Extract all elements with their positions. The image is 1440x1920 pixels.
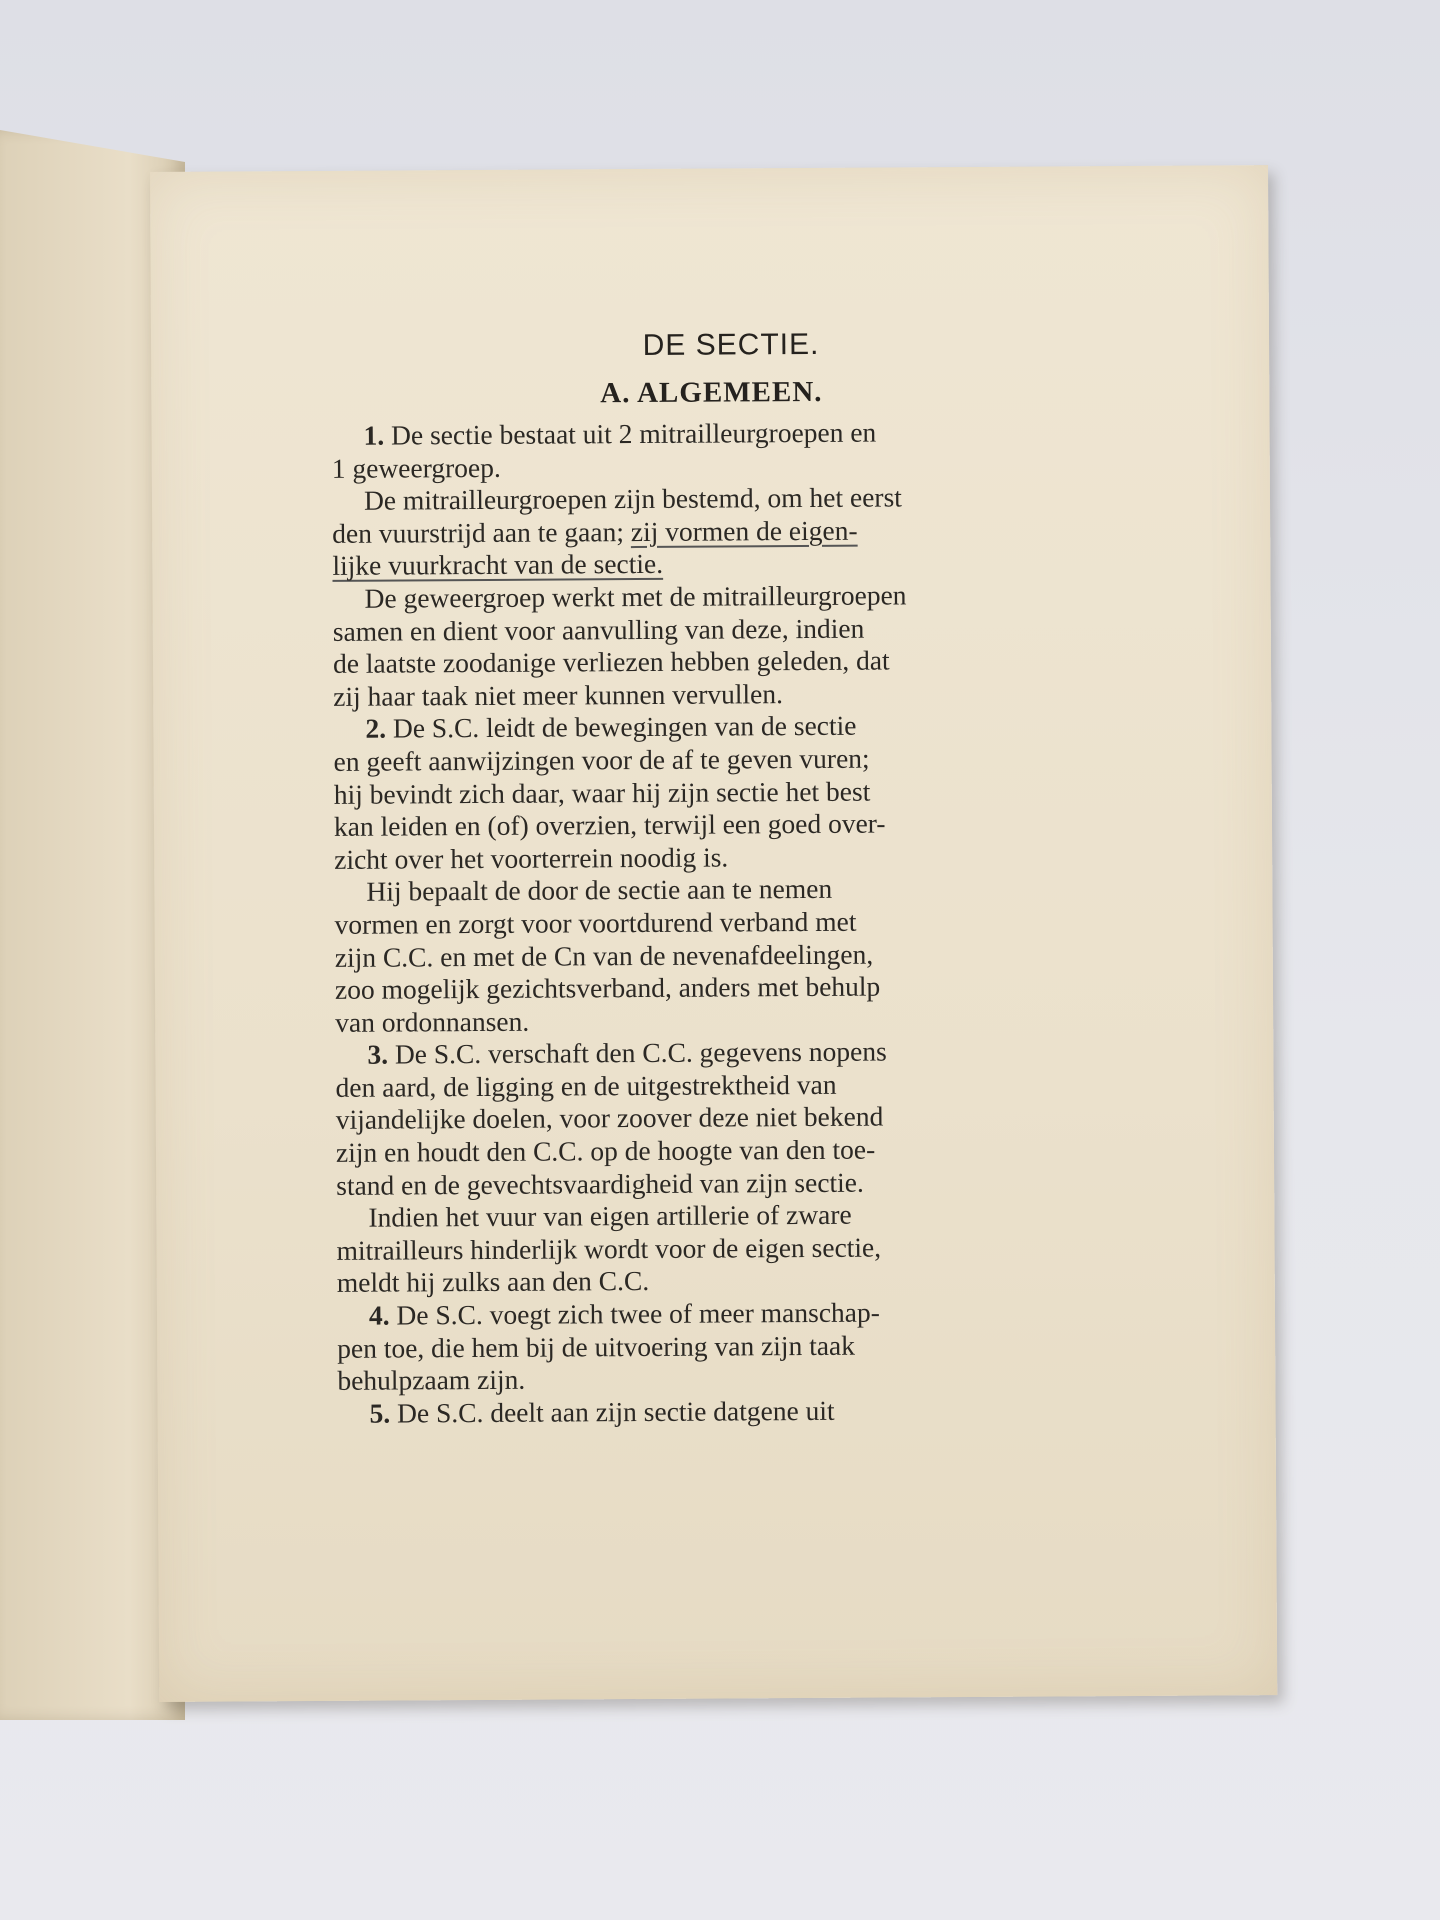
text-line	[337, 1295, 1097, 1332]
line-text: zijn en houdt den C.C. op de hoogte van den toe-	[335, 1133, 876, 1168]
line-text: Indien het vuur van eigen artillerie of zware	[368, 1198, 852, 1233]
text-line	[334, 872, 1094, 909]
line-text: vormen en zorgt voor voortdurend verband met	[334, 905, 857, 940]
text-line	[334, 806, 1094, 843]
line-text: mitrailleurs hinderlijk wordt voor de eigen sectie,	[336, 1231, 882, 1266]
line-text: stand en de gevechtsvaardigheid van zijn sectie.	[336, 1166, 864, 1201]
underlined-text: lijke vuurkracht van de sectie.	[332, 548, 664, 582]
text-line	[335, 1035, 1095, 1072]
text-line	[335, 937, 1095, 974]
text-line	[332, 513, 1092, 550]
text-line	[337, 1393, 1097, 1430]
text-line	[336, 1132, 1096, 1169]
text-line	[333, 676, 1093, 713]
line-text: De S.C. deelt aan zijn sectie datgene uit	[396, 1394, 835, 1429]
page-title: DE SECTIE.	[642, 327, 820, 362]
text-line	[332, 546, 1092, 583]
text-line	[335, 1067, 1095, 1104]
text-line	[336, 1100, 1096, 1137]
line-text: samen en dient voor aanvulling van deze, indien	[332, 612, 865, 647]
line-text: De S.C. verschaft den C.C. gegevens nopens	[394, 1035, 887, 1070]
line-text: vijandelijke doelen, voor zoover deze niet bekend	[335, 1101, 884, 1136]
line-text: zijn C.C. en met de Cn van de nevenafdeelingen,	[334, 938, 874, 973]
text-line	[335, 969, 1095, 1006]
line-text: De S.C. voegt zich twee of meer manschap-	[396, 1296, 880, 1331]
line-text: pen toe, die hem bij de uitvoering van zijn taak	[337, 1329, 856, 1364]
line-text: De S.C. leidt de bewegingen van de sectie	[392, 710, 857, 744]
text-line	[336, 1165, 1096, 1202]
line-text: zicht over het voorterrein noodig is.	[334, 841, 729, 875]
text-line	[332, 415, 1092, 452]
section-heading: A. ALGEMEEN.	[600, 375, 823, 410]
text-line	[336, 1230, 1096, 1267]
right-page	[150, 165, 1277, 1702]
text-line	[333, 709, 1093, 746]
line-text: zoo mogelijk gezichtsverband, anders met behulp	[334, 970, 881, 1005]
line-text: zij haar taak niet meer kunnen vervullen.	[333, 677, 784, 712]
text-line	[334, 774, 1094, 811]
line-text: den aard, de ligging en de uitgestrektheid van	[335, 1068, 837, 1103]
line-text: behulpzaam zijn.	[337, 1363, 526, 1397]
text-line	[334, 741, 1094, 778]
text-line	[337, 1360, 1097, 1397]
text-line	[332, 480, 1092, 517]
line-text: en geeft aanwijzingen voor de af te geven vuren;	[333, 742, 870, 777]
line-text: meldt hij zulks aan den C.C.	[336, 1265, 650, 1299]
text-line	[336, 1197, 1096, 1234]
text-line	[337, 1328, 1097, 1365]
text-line	[332, 448, 1092, 485]
line-text: kan leiden en (of) overzien, terwijl een goed over-	[333, 807, 886, 843]
text-line	[337, 1263, 1097, 1300]
line-text: De mitrailleurgroepen zijn bestemd, om het eerst	[363, 481, 902, 516]
line-text: de laatste zoodanige verliezen hebben geleden, dat	[332, 644, 890, 680]
text-line	[333, 578, 1093, 615]
text-line	[333, 611, 1093, 648]
paragraph-number: 1.	[363, 419, 385, 451]
text-line	[335, 1002, 1095, 1039]
line-text: den vuurstrijd aan te gaan;	[332, 515, 631, 549]
body-text	[332, 415, 1098, 1430]
paragraph-number: 5.	[369, 1397, 391, 1429]
text-line	[333, 643, 1093, 680]
text-line	[335, 904, 1095, 941]
page-text	[331, 326, 1098, 1430]
line-text: 1 geweergroep.	[331, 451, 501, 484]
line-text: De sectie bestaat uit 2 mitrailleurgroepen en	[391, 416, 877, 451]
line-text: van ordonnansen.	[335, 1005, 530, 1038]
line-text: Hij bepaalt de door de sectie aan te nemen	[366, 873, 833, 908]
paragraph-number: 2.	[365, 712, 387, 745]
paragraph-number: 4.	[368, 1299, 390, 1331]
line-text: De geweergroep werkt met de mitrailleurgroepen	[364, 579, 907, 614]
line-text: hij bevindt zich daar, waar hij zijn sectie het best	[333, 775, 871, 810]
text-line	[334, 839, 1094, 876]
underlined-text: zij vormen de eigen-	[630, 514, 858, 547]
paragraph-number: 3.	[367, 1038, 389, 1070]
